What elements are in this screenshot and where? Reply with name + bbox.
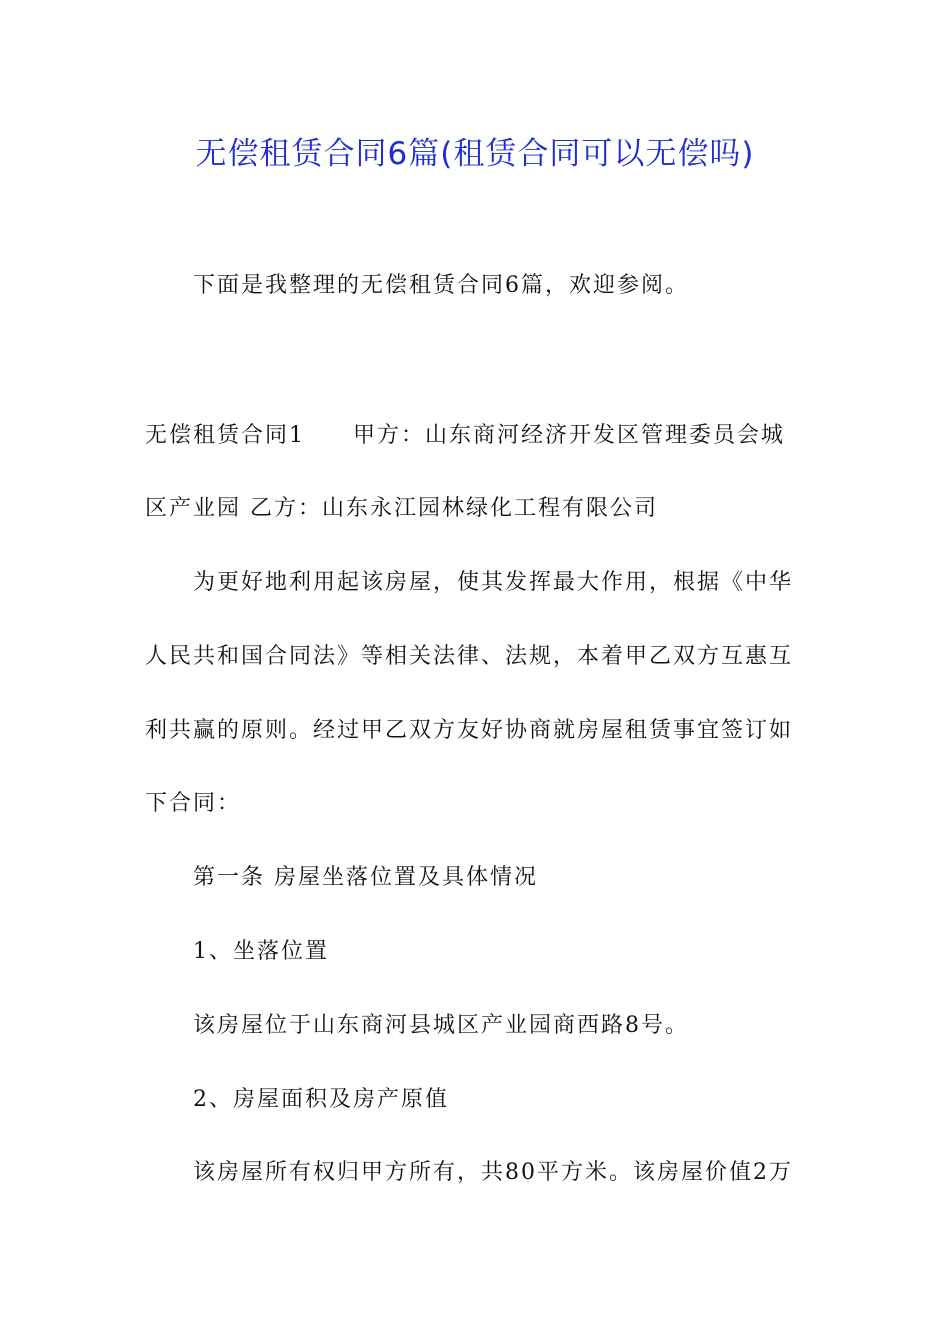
paragraph-line: 人民共和国合同法》等相关法律、法规，本着甲乙双方互惠互 bbox=[145, 644, 794, 669]
party-line: 区产业园 乙方：山东永江园林绿化工程有限公司 bbox=[145, 496, 658, 521]
intro-paragraph: 下面是我整理的无偿租赁合同6篇，欢迎参阅。 bbox=[193, 273, 689, 298]
area-text: 该房屋所有权归甲方所有，共80平方米。该房屋价值2万 bbox=[193, 1160, 793, 1185]
article-heading: 第一条 房屋坐落位置及具体情况 bbox=[193, 865, 538, 890]
contract-heading-line: 无偿租赁合同1 甲方：山东商河经济开发区管理委员会城 bbox=[145, 423, 785, 448]
paragraph-line: 下合同： bbox=[145, 791, 242, 816]
section-heading: 2、房屋面积及房产原值 bbox=[193, 1087, 449, 1112]
paragraph-line: 利共赢的原则。经过甲乙双方友好协商就房屋租赁事宜签订如 bbox=[145, 718, 794, 743]
section-heading: 1、坐落位置 bbox=[193, 939, 329, 964]
document-title: 无偿租赁合同6篇(租赁合同可以无偿吗) bbox=[195, 136, 755, 172]
paragraph-line: 为更好地利用起该房屋，使其发挥最大作用，根据《中华 bbox=[193, 570, 794, 595]
location-text: 该房屋位于山东商河县城区产业园商西路8号。 bbox=[193, 1013, 689, 1038]
